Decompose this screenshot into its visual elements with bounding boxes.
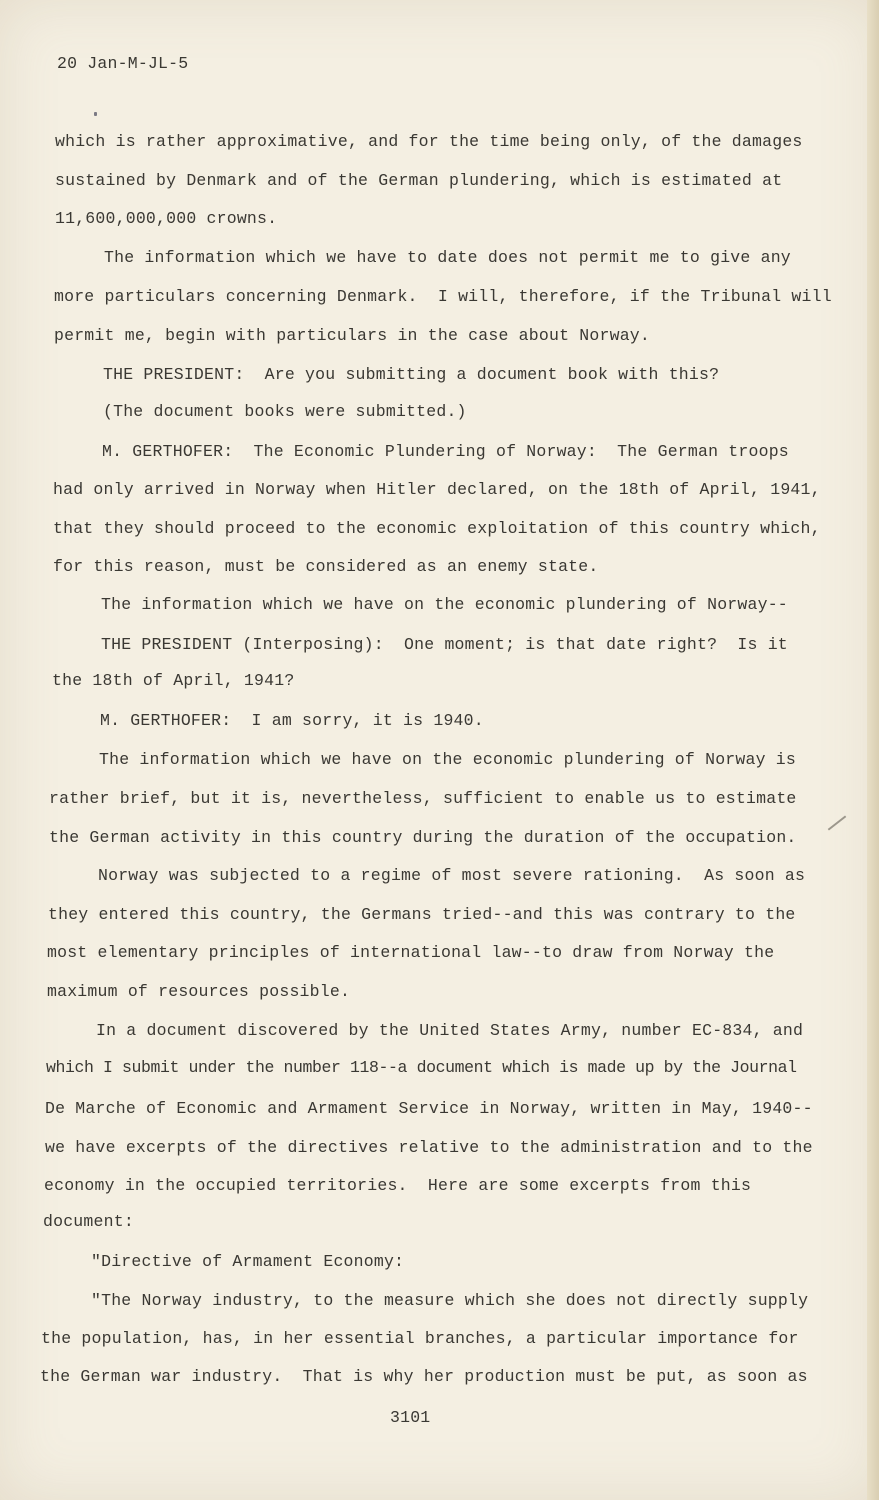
text-line: De Marche of Economic and Armament Service in Norway, written in May, 1940-- (45, 1099, 813, 1118)
text-line: the population, has, in her essential branches, a particular importance for (41, 1329, 799, 1348)
text-line: that they should proceed to the economic exploitation of this country which, (53, 519, 821, 538)
text-line: the 18th of April, 1941? (52, 671, 295, 690)
text-line: The information which we have on the economic plundering of Norway is (99, 750, 797, 769)
text-line: they entered this country, the Germans tried--and this was contrary to the (48, 905, 796, 924)
text-line: we have excerpts of the directives relative to the administration and to the (45, 1138, 813, 1157)
text-line: had only arrived in Norway when Hitler declared, on the 18th of April, 1941, (53, 480, 821, 499)
text-line: sustained by Denmark and of the German plundering, which is estimated at (55, 171, 783, 190)
page-header: 20 Jan-M-JL-5 (57, 54, 189, 73)
text-line: The information which we have on the economic plundering of Norway-- (101, 595, 788, 614)
text-line: document: (43, 1212, 134, 1231)
text-line: THE PRESIDENT (Interposing): One moment; is that date right? Is it (101, 635, 788, 654)
text-line: the German activity in this country during the duration of the occupation. (49, 828, 797, 847)
text-line: Norway was subjected to a regime of most severe rationing. As soon as (98, 866, 806, 885)
text-line: the German war industry. That is why her production must be put, as soon as (40, 1367, 808, 1386)
text-line: In a document discovered by the United States Army, number EC-834, and (96, 1021, 804, 1040)
text-line: more particulars concerning Denmark. I will, therefore, if the Tribunal will (54, 287, 832, 306)
ink-mark (94, 112, 97, 116)
text-line: which is rather approximative, and for the time being only, of the damages (55, 132, 803, 151)
text-line: M. GERTHOFER: I am sorry, it is 1940. (100, 711, 484, 730)
text-line: most elementary principles of international law--to draw from Norway the (47, 943, 775, 962)
text-line: THE PRESIDENT: Are you submitting a document book with this? (103, 365, 720, 384)
text-line: maximum of resources possible. (47, 982, 351, 1001)
text-line: "Directive of Armament Economy: (91, 1252, 405, 1271)
page-number: 3101 (390, 1408, 431, 1427)
text-line: M. GERTHOFER: The Economic Plundering of Norway: The German troops (102, 442, 789, 461)
text-line: economy in the occupied territories. Here are some excerpts from this (44, 1176, 752, 1195)
text-line: which I submit under the number 118--a document which is made up by the Journal (46, 1058, 797, 1077)
text-line: rather brief, but it is, nevertheless, sufficient to enable us to estimate (49, 789, 797, 808)
text-line: The information which we have to date does not permit me to give any (104, 248, 791, 267)
text-line: for this reason, must be considered as an enemy state. (53, 557, 599, 576)
text-line: 11,600,000,000 crowns. (55, 209, 278, 228)
text-line: "The Norway industry, to the measure which she does not directly supply (91, 1291, 809, 1310)
text-line: permit me, begin with particulars in the case about Norway. (54, 326, 650, 345)
page-edge (867, 0, 879, 1500)
text-line: (The document books were submitted.) (103, 402, 467, 421)
